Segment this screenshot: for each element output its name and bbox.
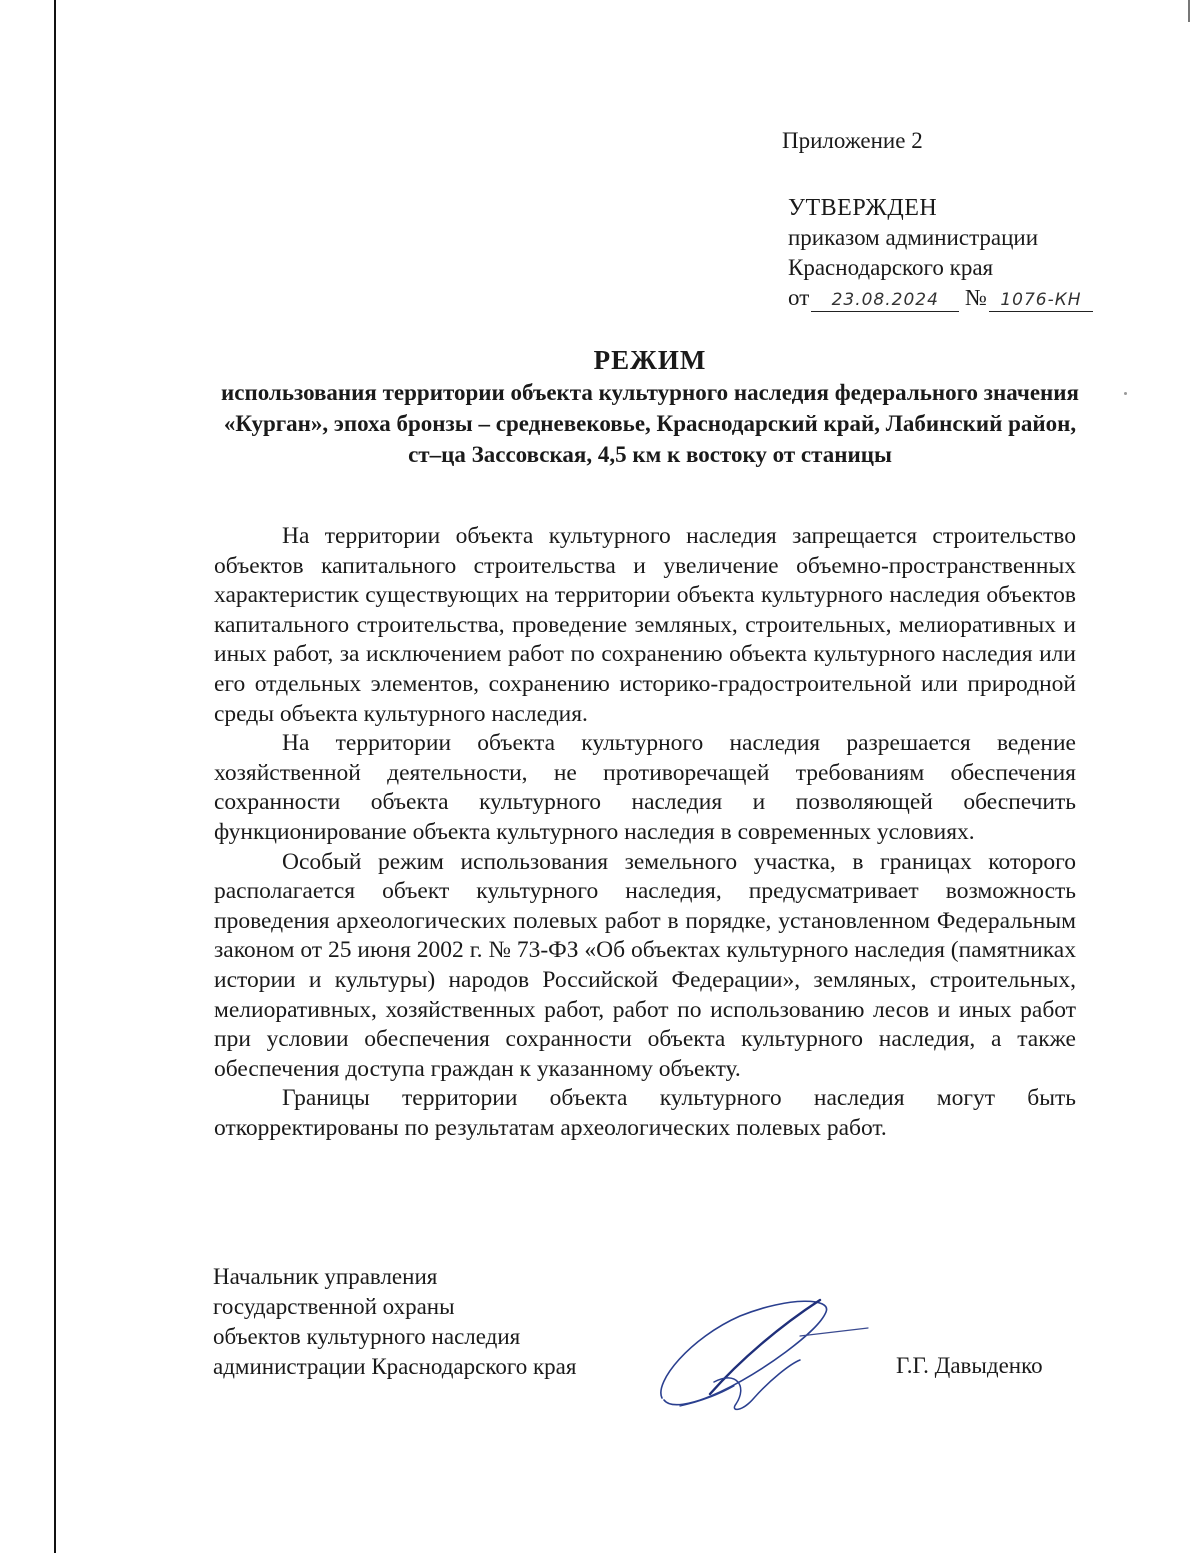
signer-name: Г.Г. Давыденко <box>896 1353 1043 1378</box>
approved-by-line-1: приказом администрации <box>788 225 1039 250</box>
scan-left-edge <box>54 0 56 1553</box>
order-date-prefix: от <box>788 285 810 310</box>
approval-block <box>788 193 1093 313</box>
position-line-4: администрации Краснодарского края <box>213 1354 577 1379</box>
document-heading <box>215 343 1085 470</box>
paragraph-boundaries: Границы территории объекта культурного наследия могут быть откорректированы по результатам археологических полевых работ. <box>214 1085 1076 1141</box>
paragraph-permitted-activity: На территории объекта культурного наследия разрешается ведение хозяйственной деятельности, не противоречащей требованиям обеспечения сохранности объекта культурного наследия и позволяющей обеспечить функционирование объекта культурного наследия в современных условиях. <box>214 730 1076 845</box>
document-title: РЕЖИМ <box>593 345 707 375</box>
document-subtitle: использования территории объекта культурного наследия федерального значения «Курган», эпоха бронзы – средневековье, Краснодарский край, Лабинский район, ст–ца Зассовская, 4,5 км к востоку от станицы <box>221 380 1079 467</box>
paragraph-prohibitions: На территории объекта культурного наследия запрещается строительство объектов капитального строительства и увеличение объемно-пространственных характеристик существующих на территории объекта культурного наследия объектов капитального строительства, проведение земляных, строительных, мелиоративных и иных работ, за исключением работ по сохранению объекта культурного наследия или его отдельных элементов, сохранению историко-градостроительной или природной среды объекта культурного наследия. <box>214 523 1076 727</box>
paragraph-special-regime: Особый режим использования земельного участка, в границах которого располагается объект культурного наследия, предусматривает возможность проведения археологических полевых работ в порядке, установленном Федеральным законом от 25 июня 2002 г. № 73-ФЗ «Об объектах культурного наследия (памятниках истории и культуры) народов Российской Федерации», земляных, строительных, мелиоративных, хозяйственных работ, работ по использованию лесов и иных работ при условии обеспечения сохранности объекта культурного наследия, а также обеспечения доступа граждан к указанному объекту. <box>214 848 1076 1082</box>
scan-speck <box>1124 392 1127 395</box>
position-line-3: объектов культурного наследия <box>213 1324 521 1349</box>
approved-stamp-text: УТВЕРЖДЕН <box>788 195 938 221</box>
position-line-1: Начальник управления <box>213 1264 438 1289</box>
order-date: 23.08.2024 <box>811 289 959 312</box>
order-number: 1076-КН <box>989 289 1093 312</box>
order-number-prefix: № <box>965 285 987 310</box>
signatory-position <box>213 1262 576 1382</box>
appendix-label: Приложение 2 <box>782 128 923 153</box>
handwritten-signature <box>650 1290 880 1420</box>
order-reference <box>788 283 1093 313</box>
approved-by-line-2: Краснодарского края <box>788 255 994 280</box>
scan-top-mark <box>1188 0 1190 22</box>
document-body <box>214 522 1076 1143</box>
position-line-2: государственной охраны <box>213 1294 455 1319</box>
